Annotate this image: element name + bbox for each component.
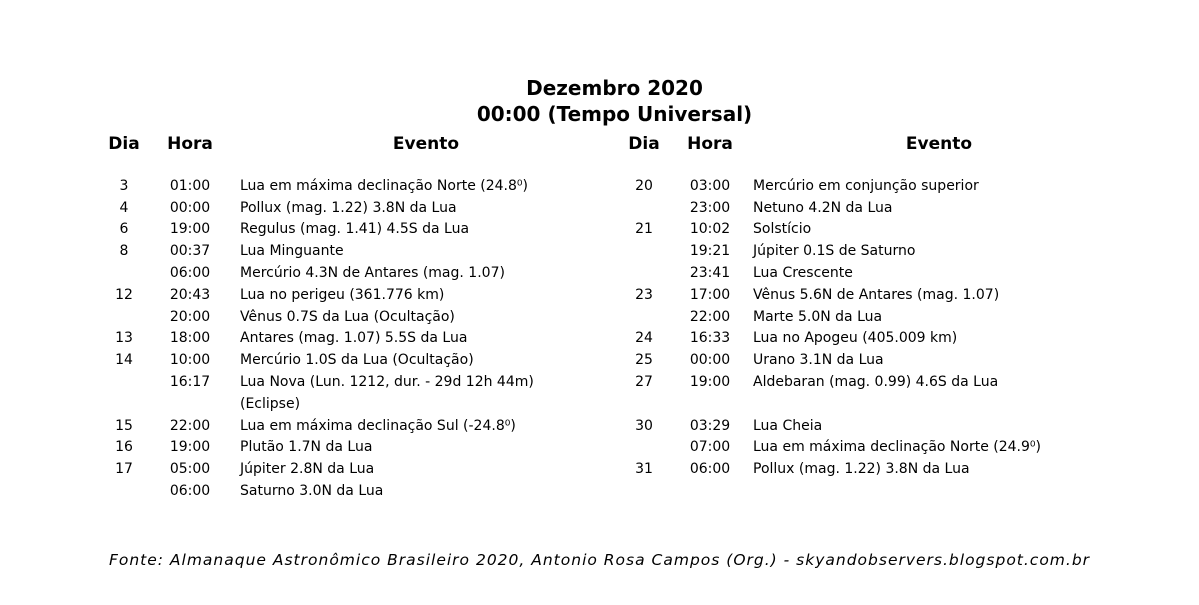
event-cell: Vênus 0.7S da Lua (Ocultação) [240,308,455,325]
event-cell: Antares (mag. 1.07) 5.5S da Lua [240,330,468,347]
day-cell: 16 [115,439,133,456]
time-cell: 03:00 [689,177,731,194]
day-cell: 8 [119,243,129,260]
time-cell: 19:00 [169,439,211,456]
time-cell: 17:00 [689,286,731,303]
day-cell: 25 [635,352,653,369]
event-cell: Lua Minguante [240,243,344,260]
event-row [100,175,612,197]
event-row [100,306,612,328]
time-cell: 16:17 [169,374,211,391]
event-row [100,328,612,350]
time-cell: 00:00 [689,352,731,369]
source-citation: Fonte: Almanaque Astronômico Brasileiro 2020, Antonio Rosa Campos (Org.) - skyandobservers.blogspot.com.br [108,551,1091,569]
event-cell: Marte 5.0N da Lua [753,308,883,325]
time-cell: 16:33 [689,330,731,347]
event-row [100,437,612,459]
time-cell: 00:37 [169,243,211,260]
event-row [100,219,612,241]
column-header-dia: Dia [108,134,140,154]
events-table-right [620,133,1125,502]
table-body-right [620,175,1125,502]
events-table-left [100,133,612,502]
event-cell: Mercúrio em conjunção superior [753,177,979,194]
event-row [100,393,612,415]
table-header-left [100,133,612,155]
day-cell: 14 [115,352,133,369]
event-cell: Netuno 4.2N da Lua [753,199,893,216]
time-cell: 20:43 [169,286,211,303]
day-cell: 15 [115,417,133,434]
column-header-hora: Hora [167,134,213,154]
event-cell: Plutão 1.7N da Lua [240,439,373,456]
event-cell: Lua em máxima declinação Norte (24.9⁰) [753,439,1041,456]
time-cell: 07:00 [689,439,731,456]
event-row [620,197,1125,219]
event-row [100,415,612,437]
event-row [100,197,612,219]
time-cell: 18:00 [169,330,211,347]
time-cell: 22:00 [689,308,731,325]
time-cell: 19:00 [689,374,731,391]
title-month: Dezembro 2020 [526,76,703,100]
time-cell: 22:00 [169,417,211,434]
event-cell: (Eclipse) [240,395,301,412]
event-row [100,480,612,502]
event-row [100,371,612,393]
event-cell: Pollux (mag. 1.22) 3.8N da Lua [240,199,457,216]
day-cell: 31 [635,461,653,478]
day-cell: 30 [635,417,653,434]
time-cell: 03:29 [689,417,731,434]
event-cell: Lua em máxima declinação Norte (24.8⁰) [240,177,528,194]
event-cell: Lua no perigeu (361.776 km) [240,286,445,303]
day-cell: 4 [119,199,129,216]
event-row [620,393,1125,415]
event-row [620,415,1125,437]
event-cell: Vênus 5.6N de Antares (mag. 1.07) [753,286,1000,303]
event-row [620,458,1125,480]
event-row [100,284,612,306]
day-cell: 6 [119,221,129,238]
time-cell: 06:00 [169,483,211,500]
column-header-evento: Evento [905,134,973,154]
page-title [0,75,1199,127]
day-cell: 13 [115,330,133,347]
event-cell: Lua Nova (Lun. 1212, dur. - 29d 12h 44m) [240,374,534,391]
event-cell: Saturno 3.0N da Lua [240,483,384,500]
event-cell: Lua em máxima declinação Sul (-24.8⁰) [240,417,516,434]
time-cell: 20:00 [169,308,211,325]
column-header-hora: Hora [687,134,733,154]
table-header-right [620,133,1125,155]
event-row [620,371,1125,393]
time-cell: 06:00 [169,265,211,282]
table-body-left [100,175,612,502]
day-cell: 12 [115,286,133,303]
event-row [100,458,612,480]
event-row [100,240,612,262]
event-cell: Urano 3.1N da Lua [753,352,884,369]
event-cell: Mercúrio 4.3N de Antares (mag. 1.07) [240,265,505,282]
event-cell: Pollux (mag. 1.22) 3.8N da Lua [753,461,970,478]
event-cell: Lua Crescente [753,265,853,282]
day-cell: 3 [119,177,129,194]
event-row [620,328,1125,350]
event-row [620,284,1125,306]
day-cell: 24 [635,330,653,347]
time-cell: 10:02 [689,221,731,238]
event-cell: Júpiter 2.8N da Lua [240,461,375,478]
time-cell: 01:00 [169,177,211,194]
day-cell: 23 [635,286,653,303]
time-cell: 06:00 [689,461,731,478]
day-cell: 20 [635,177,653,194]
event-row [620,240,1125,262]
title-time-reference: 00:00 (Tempo Universal) [476,102,753,126]
event-cell: Mercúrio 1.0S da Lua (Ocultação) [240,352,474,369]
event-row [620,349,1125,371]
time-cell: 00:00 [169,199,211,216]
column-header-dia: Dia [628,134,660,154]
event-cell: Lua no Apogeu (405.009 km) [753,330,958,347]
time-cell: 23:41 [689,265,731,282]
event-row [620,480,1125,502]
event-row [620,175,1125,197]
time-cell: 10:00 [169,352,211,369]
time-cell: 05:00 [169,461,211,478]
event-cell: Júpiter 0.1S de Saturno [753,243,916,260]
day-cell: 17 [115,461,133,478]
event-row [100,262,612,284]
time-cell: 23:00 [689,199,731,216]
event-row [620,306,1125,328]
event-row [620,437,1125,459]
day-cell: 27 [635,374,653,391]
column-header-evento: Evento [392,134,460,154]
event-row [620,219,1125,241]
event-row [100,349,612,371]
event-row [620,262,1125,284]
time-cell: 19:21 [689,243,731,260]
day-cell: 21 [635,221,653,238]
event-cell: Aldebaran (mag. 0.99) 4.6S da Lua [753,374,999,391]
event-cell: Regulus (mag. 1.41) 4.5S da Lua [240,221,470,238]
event-cell: Solstício [753,221,812,238]
event-cell: Lua Cheia [753,417,823,434]
time-cell: 19:00 [169,221,211,238]
